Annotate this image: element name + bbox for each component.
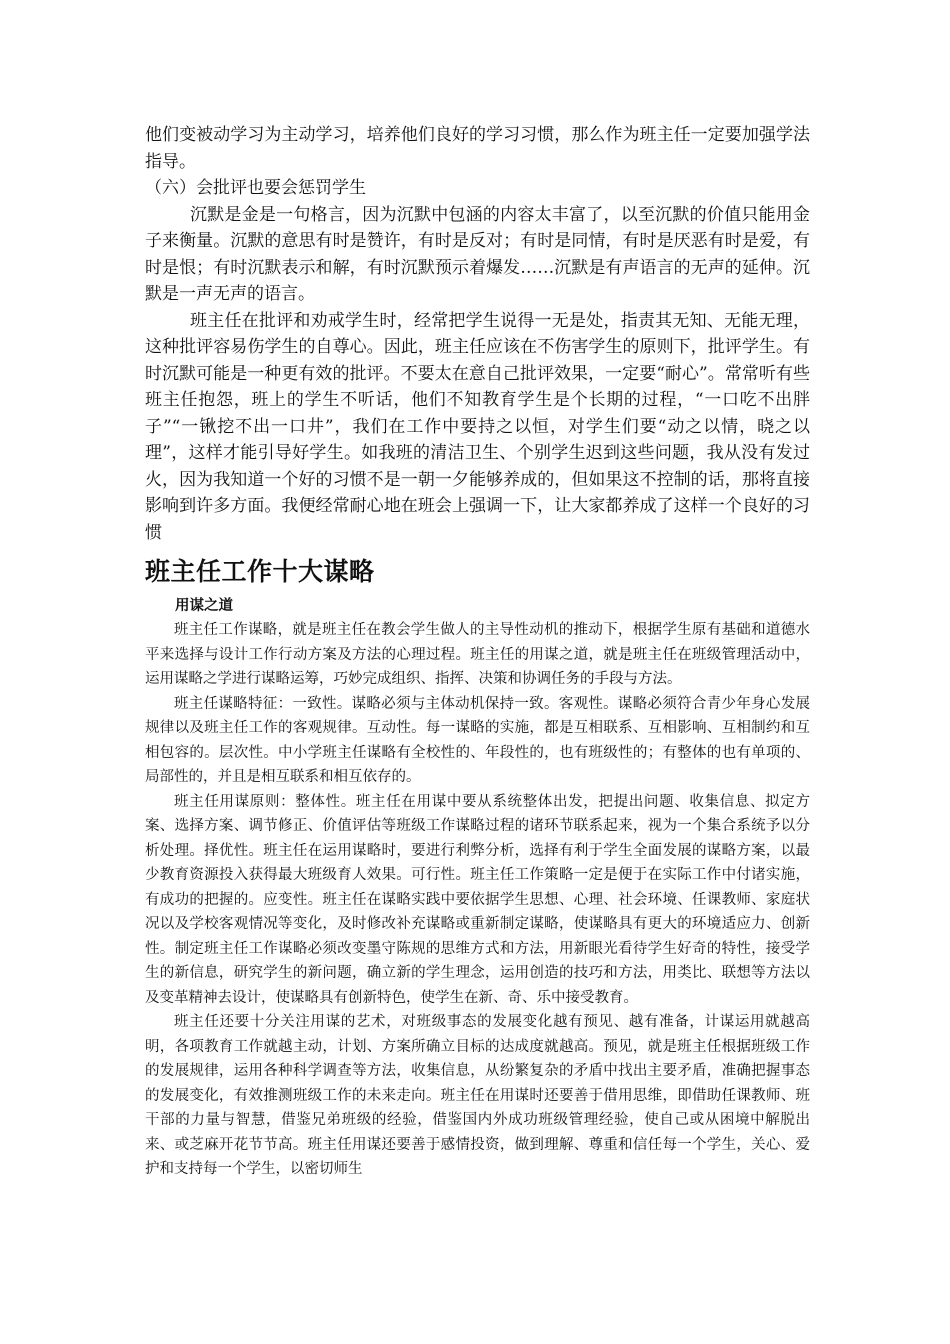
- document-body: [145, 122, 810, 1182]
- criticism-paragraph: 班主任在批评和劝戒学生时，经常把学生说得一无是处，指责其无知、无能无理，这种批评容易伤学生的自尊心。因此，班主任应该在不伤害学生的原则下，批评学生。有时沉默可能是一种更有效的批评。不要太在意自己批评效果，一定要“耐心”。常常听有些班主任抱怨，班上的学生不听话，他们不知教育学生是个长期的过程，“一口吃不出胖子”“一锹挖不出一口井”，我们在工作中要持之以恒，对学生们要“动之以情，晓之以理”，这样才能引导好学生。如我班的清洁卫生、个别学生迟到这些问题，我从没有发过火，因为我知道一个好的习惯不是一朝一夕能够养成的，但如果这不控制的话，那将直接影响到许多方面。我便经常耐心地在班会上强调一下，让大家都养成了这样一个良好的习惯: [145, 310, 810, 543]
- main-title: 班主任工作十大谋略: [145, 557, 375, 586]
- subtitle: 用谋之道: [175, 598, 233, 614]
- body-paragraph: 班主任工作谋略，就是班主任在教会学生做人的主导性动机的推动下，根据学生原有基础和道德水平来选择与设计工作行动方案及方法的心理过程。班主任的用谋之道，就是班主任在班级管理活动中，运用谋略之学进行谋略运筹，巧妙完成组织、指挥、决策和协调任务的手段与方法。: [145, 622, 810, 687]
- intro-paragraph: 他们变被动学习为主动学习，培养他们良好的学习习惯，那么作为班主任一定要加强学法指导。: [145, 125, 810, 172]
- silence-paragraph: 沉默是金是一句格言，因为沉默中包涵的内容太丰富了，以至沉默的价值只能用金子来衡量。沉默的意思有时是赞许，有时是反对；有时是同情，有时是厌恶有时是爱，有时是恨；有时沉默表示和解，有时沉默预示着爆发……沉默是有声语言的无声的延伸。沉默是一声无声的语言。: [145, 204, 810, 304]
- body-paragraph: 班主任谋略特征：一致性。谋略必须与主体动机保持一致。客观性。谋略必须符合青少年身心发展规律以及班主任工作的客观规律。互动性。每一谋略的实施，都是互相联系、互相影响、互相制约和互相包容的。层次性。中小学班主任谋略有全校性的、年段性的，也有班级性的；有整体的也有单项的、局部性的，并且是相互联系和相互依存的。: [145, 695, 810, 785]
- body-paragraph: 班主任还要十分关注用谋的艺术，对班级事态的发展变化越有预见、越有准备，计谋运用就越高明，各项教育工作就越主动，计划、方案所确立目标的达成度就越高。预见，就是班主任根据班级工作的发展规律，运用各种科学调查等方法，收集信息，从纷繁复杂的矛盾中找出主要矛盾，准确把握事态的发展变化，有效推测班级工作的未来走向。班主任在用谋时还要善于借用思维，即借助任课教师、班干部的力量与智慧，借鉴兄弟班级的经验，借鉴国内外成功班级管理经验，使自己或从困境中解脱出来、或芝麻开花节节高。班主任用谋还要善于感情投资，做到理解、尊重和信任每一个学生，关心、爱护和支持每一个学生，以密切师生: [145, 1014, 810, 1177]
- body-paragraph: 班主任用谋原则：整体性。班主任在用谋中要从系统整体出发，把提出问题、收集信息、拟定方案、选择方案、调节修正、价值评估等班级工作谋略过程的诸环节联系起来，视为一个集合系统予以分析处理。择优性。班主任在运用谋略时，要进行利弊分析，选择有利于学生全面发展的谋略方案，以最少教育资源投入获得最大班级育人效果。可行性。班主任工作策略一定是便于在实际工作中付诸实施，有成功的把握的。应变性。班主任在谋略实践中要依据学生思想、心理、社会环境、任课教师、家庭状况以及学校客观情况等变化，及时修改补充谋略或重新制定谋略，使谋略具有更大的环境适应力、创新性。制定班主任工作谋略必须改变墨守陈规的思维方式和方法，用新眼光看待学生好奇的特性，接受学生的新信息，研究学生的新问题，确立新的学生理念，运用创造的技巧和方法，用类比、联想等方法以及变革精神去设计，使谋略具有创新特色，使学生在新、奇、乐中接受教育。: [145, 793, 810, 1006]
- section-heading: （六）会批评也要会惩罚学生: [145, 178, 366, 198]
